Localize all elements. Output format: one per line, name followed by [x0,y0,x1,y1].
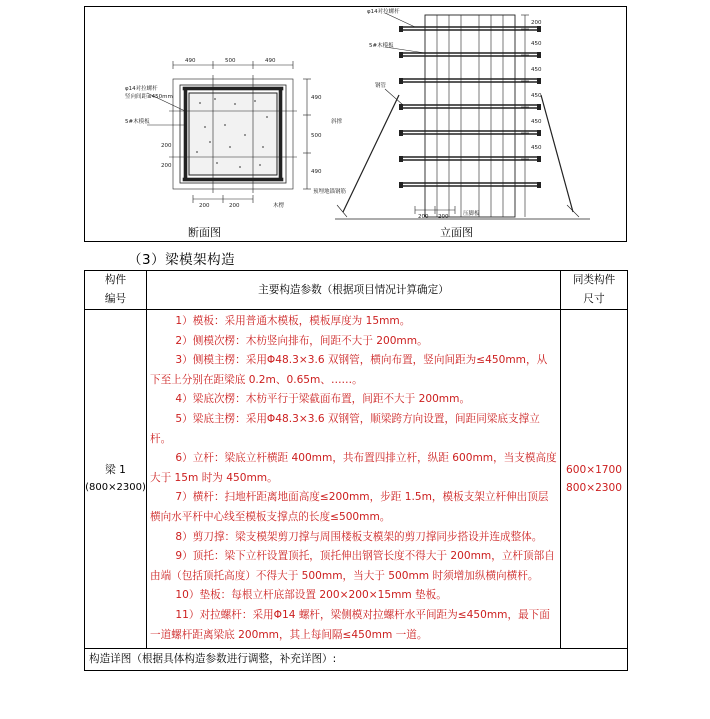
svg-text:预埋地锚钢筋: 预埋地锚钢筋 [313,189,347,195]
svg-text:200: 200 [531,20,542,26]
header-main-params: 主要构造参数（根据项目情况计算确定） [146,271,560,310]
svg-text:200: 200 [161,163,172,169]
param-item: 5）梁底主楞：采用Φ48.3×3.6 双钢管，顺梁跨方向设置，间距同梁底支撑立杆。 [149,412,540,445]
elevation-dimension-text [313,7,542,220]
svg-text:450: 450 [531,67,542,73]
param-item: 1）模板：采用普通木模板，模板厚度为 15mm。 [175,315,411,327]
param-item: 3）侧模主楞：采用Φ48.3×3.6 双钢管，横向布置，竖向间距为≤450mm，从下至上分别在距梁底 0.2m、0.65m、……。 [149,354,548,386]
beam-name-cell [85,310,147,649]
header-component-id [85,271,147,310]
construction-drawings [84,6,627,242]
table-footer-row [85,649,628,671]
svg-text:450: 450 [531,41,542,47]
svg-text:200: 200 [199,203,210,209]
section-view [147,61,311,203]
svg-text:200: 200 [418,214,429,220]
svg-text:200: 200 [438,214,449,220]
param-item: 8）剪刀撑：梁支模架剪刀撑与周围楼板支模架的剪刀撑同步搭设并连成整体。 [175,530,543,543]
table-header-row [85,271,628,310]
param-item: 2）侧模次楞：木枋竖向排布，间距不大于 200mm。 [175,334,428,347]
beam-name: 梁 1 [105,464,126,477]
beam-size: (800×2300) [85,482,146,494]
similar-sizes-cell [561,310,628,649]
svg-text:竖向间距≤450mm: 竖向间距≤450mm [125,94,173,100]
similar-size-item: 600×1700 [565,464,623,477]
section-title: （3）梁模架构造 [128,252,236,268]
header-similar-size [561,271,628,310]
header-component-id-line1: 构件 [104,274,127,286]
param-item: 4）梁底次楞：木枋平行于梁截面布置，间距不大于 200mm。 [175,393,471,406]
svg-text:500: 500 [311,133,322,139]
svg-text:φ14对拉螺杆: φ14对拉螺杆 [125,86,158,92]
section-caption: 断面图 [188,226,221,239]
param-item: 9）顶托：梁下立杆设置顶托，顶托伸出钢管长度不得大于 200mm，立杆顶部自由端（包括顶托高度）不得大于 500mm，当大于 500mm 时须增加纵横向横杆。 [149,550,555,582]
svg-text:5#木模板: 5#木模板 [369,43,394,49]
svg-text:5#木模板: 5#木模板 [125,119,150,125]
svg-text:450: 450 [531,145,542,151]
svg-text:490: 490 [311,95,322,101]
svg-text:200: 200 [161,143,172,149]
similar-size-item: 800×2300 [565,482,623,495]
svg-text:490: 490 [185,58,196,64]
svg-text:450: 450 [531,93,542,99]
svg-text:450: 450 [531,119,542,125]
svg-text:φ14对拉螺杆: φ14对拉螺杆 [367,9,400,15]
param-item: 11）对拉螺杆：采用Φ14 螺杆，梁侧模对拉螺杆水平间距为≤450mm，最下面一道螺杆距离梁底 200mm，其上每间隔≤450mm 一道。 [149,608,550,641]
svg-text:压脚板: 压脚板 [463,211,480,217]
table-row [85,310,628,649]
svg-text:490: 490 [265,58,276,64]
param-item: 6）立杆：梁底立杆横距 400mm，共布置四排立杆，纵距 600mm，当支模高度大于 15m 时为 450mm。 [149,452,557,484]
param-item: 10）垫板：每根立杆底部设置 200×200×15mm 垫板。 [175,589,447,602]
elevation-caption: 立面图 [440,226,473,239]
svg-text:490: 490 [311,169,322,175]
svg-text:木楞: 木楞 [273,203,285,209]
svg-text:斜撑: 斜撑 [331,119,343,125]
svg-text:200: 200 [229,203,240,209]
detail-drawing-note: 构造详图（根据具体构造参数进行调整，补充详图）: [85,649,628,671]
header-component-id-line2: 编号 [104,293,127,305]
svg-text:钢管: 钢管 [375,83,387,89]
drawing-canvas [85,7,628,243]
construction-params-cell [146,310,560,649]
beam-formwork-table [84,270,628,671]
header-similar-size-line2: 尺寸 [583,293,605,305]
param-item: 7）横杆：扫地杆距离地面高度≤200mm，步距 1.5m，模板支架立杆伸出顶层横向水平杆中心线至模板支撑点的长度≤500mm。 [149,491,549,523]
svg-text:500: 500 [225,58,236,64]
header-similar-size-line1: 同类构件 [572,274,616,286]
